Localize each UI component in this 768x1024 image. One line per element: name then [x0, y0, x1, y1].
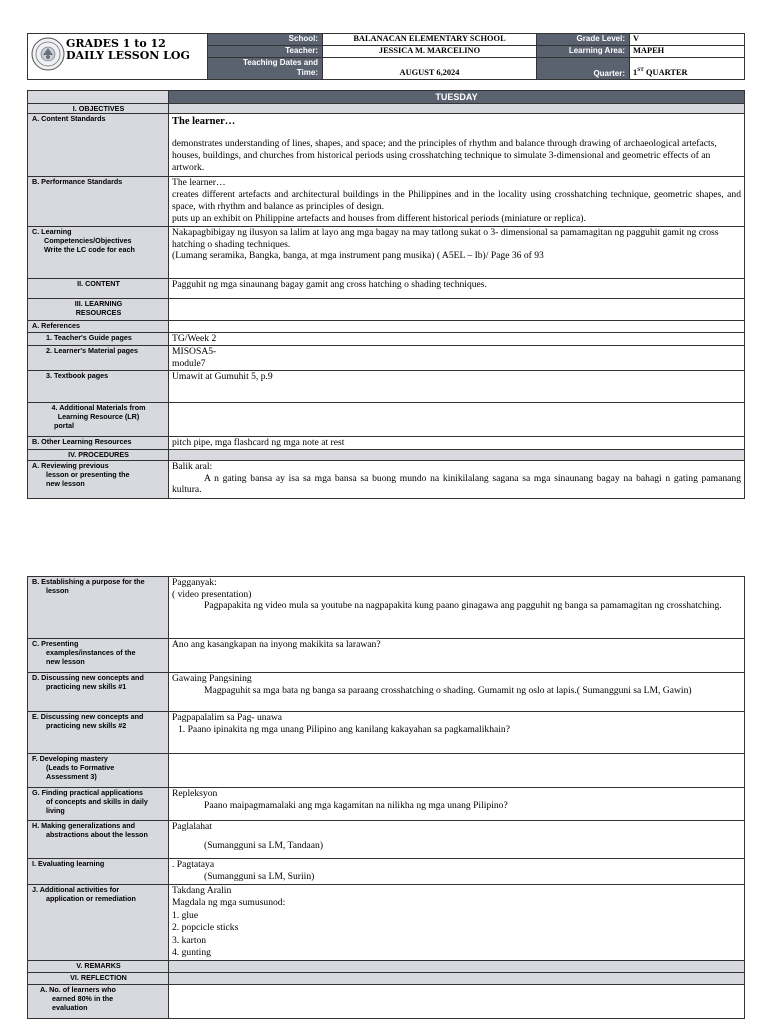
procedures-blank	[169, 450, 745, 461]
other-resources-label: B. Other Learning Resources	[28, 437, 169, 450]
content-label: II. CONTENT	[28, 279, 169, 299]
objectives-blank	[169, 104, 745, 114]
teacher-value: JESSICA M. MARCELINO	[323, 46, 537, 58]
area-value: MAPEH	[630, 46, 745, 58]
teacher-label: Teacher:	[208, 46, 323, 58]
cs-head: The learner…	[172, 116, 236, 127]
title-line-2: DAILY LESSON LOG	[66, 49, 190, 62]
references-blank	[169, 321, 745, 333]
lesson-log-table-page1	[27, 90, 745, 499]
evaluating-label: I. Evaluating learning	[28, 859, 169, 885]
list-item: 4. gunting	[172, 947, 211, 959]
title-cell	[28, 34, 208, 80]
learners-material-text: MISOSA5- module7	[169, 346, 745, 371]
learning-competencies-label: C. Learning Competencies/Objectives Write the LC code for each	[28, 227, 169, 279]
remarks-heading: V. REMARKS	[28, 961, 169, 973]
additional-materials-blank	[169, 403, 745, 437]
dates-label: Teaching Dates and Time:	[208, 58, 323, 80]
area-label: Learning Area:	[537, 46, 630, 58]
additional-activities-text: Takdang Aralin Magdala ng mga sumusunod: 1. glue 2. popcicle sticks 3. karton 4. gunting	[169, 885, 745, 961]
quarter-label: Quarter:	[537, 58, 630, 80]
content-text: Pagguhit ng mga sinaunang bagay gamit ang cross hatching o shading techniques.	[169, 279, 745, 299]
reviewing-text: Balik aral: A n gating bansa ay isa sa mga bansa sa buong mundo na kinikilalang sagana sa mga sinaunang bagay na bahagi n gating pamanang kultura.	[169, 461, 745, 499]
practical-applications-text: Repleksyon Paano maipagmamalaki ang mga kagamitan na nilikha ng mga unang Pilipino?	[169, 788, 745, 821]
learning-resources-blank	[169, 299, 745, 321]
school-value: BALANACAN ELEMENTARY SCHOOL	[323, 34, 537, 46]
practical-applications-label: G. Finding practical applications of concepts and skills in daily living	[28, 788, 169, 821]
list-item: 1. glue	[172, 909, 199, 921]
learning-resources-label: III. LEARNING RESOURCES	[28, 299, 169, 321]
quarter-value: 1ST QUARTER	[630, 58, 745, 80]
discussing-2-label: E. Discussing new concepts and practicing new skills #2	[28, 712, 169, 754]
developing-mastery-label: F. Developing mastery (Leads to Formative Assessment 3)	[28, 754, 169, 788]
textbook-label: 3. Textbook pages	[28, 371, 169, 403]
establishing-purpose-text: Pagganyak: ( video presentation) Pagpapakita ng video mula sa youtube na nagpapakita kung paano ginagawa ang pagguhit ng banga sa pamamagitan ng crosshatching.	[169, 577, 745, 639]
other-resources-text: pitch pipe, mga flashcard ng mga note at rest	[169, 437, 745, 450]
presenting-examples-text: Ano ang kasangkapan na inyong makikita sa larawan?	[169, 639, 745, 673]
additional-materials-label: 4. Additional Materials from Learning Resource (LR) portal	[28, 403, 169, 437]
remarks-blank	[169, 961, 745, 973]
cs-text: demonstrates understanding of lines, shapes, and space; and the principles of rhythm and balance through drawing of archaeological artefacts, houses, buildings, and churches from historical periods using crosshatching technique to simulate 3-dimensional and geometric effects of an artwork.	[172, 138, 717, 173]
discussing-1-label: D. Discussing new concepts and practicing new skills #1	[28, 673, 169, 712]
evaluating-text: . Pagtataya (Sumangguni sa LM, Suriin)	[169, 859, 745, 885]
grade-label: Grade Level:	[537, 34, 630, 46]
deped-seal-icon	[31, 37, 65, 71]
generalizations-text: Paglalahat (Sumangguni sa LM, Tandaan)	[169, 821, 745, 859]
school-label: School:	[208, 34, 323, 46]
list-item: 3. karton	[172, 934, 207, 946]
reflection-heading: VI. REFLECTION	[28, 973, 169, 985]
title-line-1: GRADES 1 to 12	[66, 37, 166, 50]
content-standards-label: A. Content Standards	[28, 114, 169, 177]
references-label: A. References	[28, 321, 169, 333]
presenting-examples-label: C. Presenting examples/instances of the new lesson	[28, 639, 169, 673]
establishing-purpose-label: B. Establishing a purpose for the lesson	[28, 577, 169, 639]
day-heading: TUESDAY	[169, 91, 745, 104]
learners-80-label: A. No. of learners who earned 80% in the evaluation	[28, 985, 169, 1019]
textbook-text: Umawit at Gumuhit 5, p.9	[169, 371, 745, 403]
reviewing-label: A. Reviewing previous lesson or presenting the new lesson	[28, 461, 169, 499]
lesson-log-table-page2	[27, 576, 745, 1019]
teachers-guide-label: 1. Teacher's Guide pages	[28, 333, 169, 346]
developing-mastery-blank	[169, 754, 745, 788]
learning-competencies-text: Nakapagbibigay ng ilusyon sa lalim at layo ang mga bagay na may tatlong sukat o 3- dimensional sa pamamagitan ng pagguhit gamit ng cross hatching o shading techniques. (Lumang seramika, Bangka, banga, at mga instrument pang musika) ( A5EL – Ib)/ Page 36 of 93	[169, 227, 745, 279]
date-value: AUGUST 6,2024	[323, 58, 537, 80]
additional-activities-label: J. Additional activities for application or remediation	[28, 885, 169, 961]
discussing-2-text: Pagpapalalim sa Pag- unawa 1. Paano ipinakita ng mga unang Pilipino ang kanilang kakayahan sa pagkamalikhain?	[169, 712, 745, 754]
discussing-1-text: Gawaing Pangsining Magpaguhit sa mga bata ng banga sa paraang crosshatching o shading. Gumamit ng oslo at lapis.( Sumangguni sa LM, Gawin)	[169, 673, 745, 712]
day-corner	[28, 91, 169, 104]
procedures-heading: IV. PROCEDURES	[28, 450, 169, 461]
grade-value: V	[630, 34, 745, 46]
list-item: 2. popcicle sticks	[172, 922, 239, 934]
content-standards-text	[169, 114, 745, 177]
generalizations-label: H. Making generalizations and abstractions about the lesson	[28, 821, 169, 859]
performance-standards-text: The learner… creates different artefacts and architectural buildings in the Philippines and in the locality using crosshatching technique, geometric shapes, and space, with rhythm and balance as principles of design. puts up an exhibit on Philippine artefacts and houses from different historical periods (miniature or replica).	[169, 177, 745, 227]
objectives-heading: I. OBJECTIVES	[28, 104, 169, 114]
learners-80-blank	[169, 985, 745, 1019]
lesson-log-header	[27, 33, 745, 80]
learners-material-label: 2. Learner's Material pages	[28, 346, 169, 371]
teachers-guide-text: TG/Week 2	[169, 333, 745, 346]
performance-standards-label: B. Performance Standards	[28, 177, 169, 227]
reflection-blank	[169, 973, 745, 985]
